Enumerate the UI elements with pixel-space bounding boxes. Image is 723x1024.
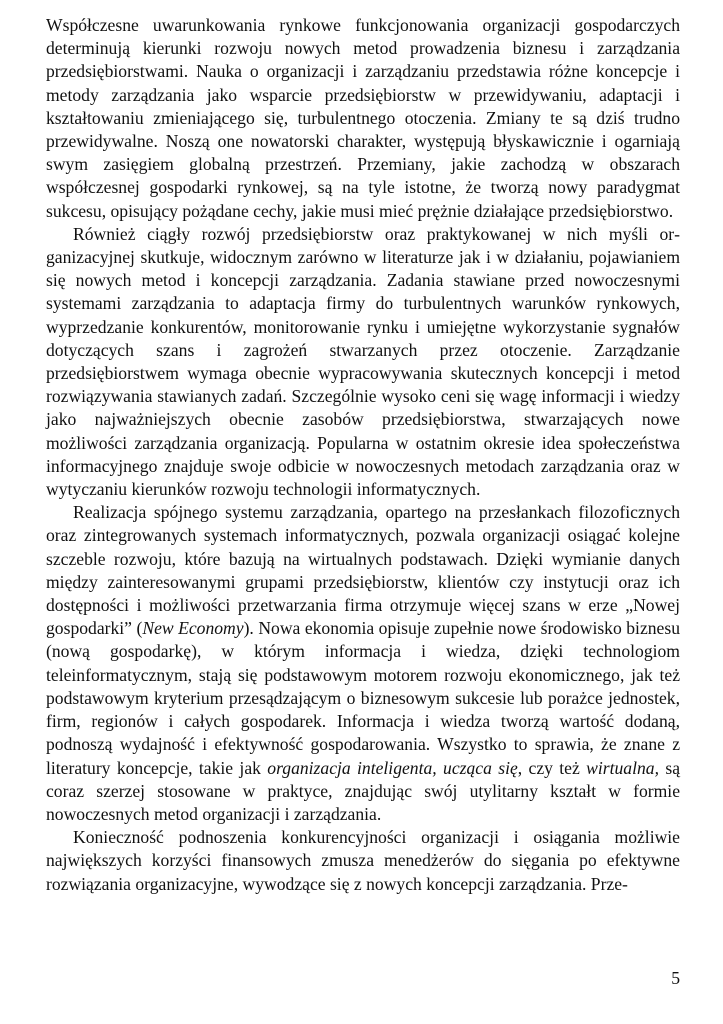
paragraph-1-text: Współczesne uwarunkowania rynkowe funkcjonowania organizacji gospodarczych determinują kierunki rozwoju nowych metod prowadzenia biznesu i zarządzania przedsiębiorstwami. Nauka o organizacji i zarządzaniu przedstawia różne koncepcje i metody zarządzania jako wsparcie przedsiębiorstw w przewidywaniu, adaptacji i kształtowaniu zmieniającego się, turbulentnego otoczenia. Zmiany te są dziś trudno przewidywalne. Noszą one nowatorski charakter, występują błyskawicznie i ogarniają swym zasięgiem globalną przestrzeń. Przemiany, jakie zachodzą w obszarach współczesnej gospodarki rynkowej, są na tyle istotne, że tworzą nowy paradygmat sukcesu, opisujący pożądane cechy, jakie musi mieć prężnie działające przedsiębiorstwo. — [46, 15, 680, 221]
page-number: 5 — [671, 968, 680, 988]
document-body — [46, 14, 680, 896]
paragraph-3-text-c: , czy też — [517, 757, 587, 778]
paragraph-4-text: Konieczność podnoszenia konkurencyjności organizacji i osiągania możliwie największych korzyści finansowych zmusza menedżerów do sięgania po efektywne rozwiązania organizacyjne, wywodzące się z nowych koncepcji zarządzania. Prze- — [46, 827, 680, 894]
paragraph-3-text-b: ). Nowa ekonomia opisuje zupełnie nowe środowisko biznesu (nową gospodarkę), w którym informacja i wiedza, dzięki technologiom teleinformatycznym, stają się podstawowym motorem rozwoju ekonomicznego, jak też podstawowym kryterium przesądzającym o biznesowym sukcesie lub porażce jednostek, firm, regionów i całych gospodarek. Informacja i wiedza tworzą wartość dodaną, podnoszą wydajność i efektywność gospodarowania. Wszystko to sprawia, że znane z literatury koncepcje, takie jak — [46, 618, 681, 778]
paragraph-3-text-a: Realizacja spójnego systemu zarządzania, opartego na przesłankach filozoficznych oraz zintegrowanych systemach informatycznych, pozwala organizacji osiągać kolejne szczeble rozwoju, które bazują na wirtualnych podstawach. Dzięki wymianie danych między zainteresowanymi grupami przedsiębiorstw, klientów czy instytucji oraz ich dostępności i możliwości przetwarzania firma otrzymuje więcej szans w erze „Nowej gospodarki” ( — [46, 502, 680, 639]
paragraph-3 — [46, 501, 680, 826]
paragraph-2-text: Również ciągły rozwój przedsiębiorstw oraz praktykowanej w nich myśli organizacyjnej skutkuje, widocznym zarówno w literaturze jak i w działaniu, pojawianiem się nowych metod i koncepcji zarządzania. Zadania stawiane przed nowoczesnymi systemami zarządzania to adaptacja firmy do turbulentnych warunków rynkowych, wyprzedzanie konkurentów, monitorowanie rynku i umiejętne wykorzystanie sygnałów dotyczących szans i zagrożeń stwarzanych przez otoczenie. Zarządzanie przedsiębiorstwem wymaga obecnie wypracowywania skutecznych koncepcji i metod rozwiązywania stawianych zadań. Szczególnie wysoko ceni się wagę informacji i wiedzy jako najważniejszych obecnie zasobów przedsiębiorstwa, stwarzających nowe możliwości zarządzania organizacją. Popularna w ostatnim okresie idea społeczeństwa informacyjnego znajduje swoje odbicie w nowoczesnych metodach zarządzania oraz w wytyczaniu kierunków rozwoju technologii informatycznych. — [46, 223, 680, 500]
paragraph-2 — [46, 223, 680, 501]
term-virtual: wirtualna, — [586, 757, 659, 778]
term-new-economy: New Economy — [142, 618, 244, 639]
paragraph-4 — [46, 826, 680, 896]
paragraph-3-text-d: są coraz szerzej stosowane w praktyce, znajdując swój utylitarny kształt w formie nowoczesnych metod organizacji i zarządzania. — [46, 757, 681, 824]
term-learning-organization: organizacja inteligenta, ucząca się — [267, 757, 518, 778]
paragraph-1 — [46, 14, 680, 223]
